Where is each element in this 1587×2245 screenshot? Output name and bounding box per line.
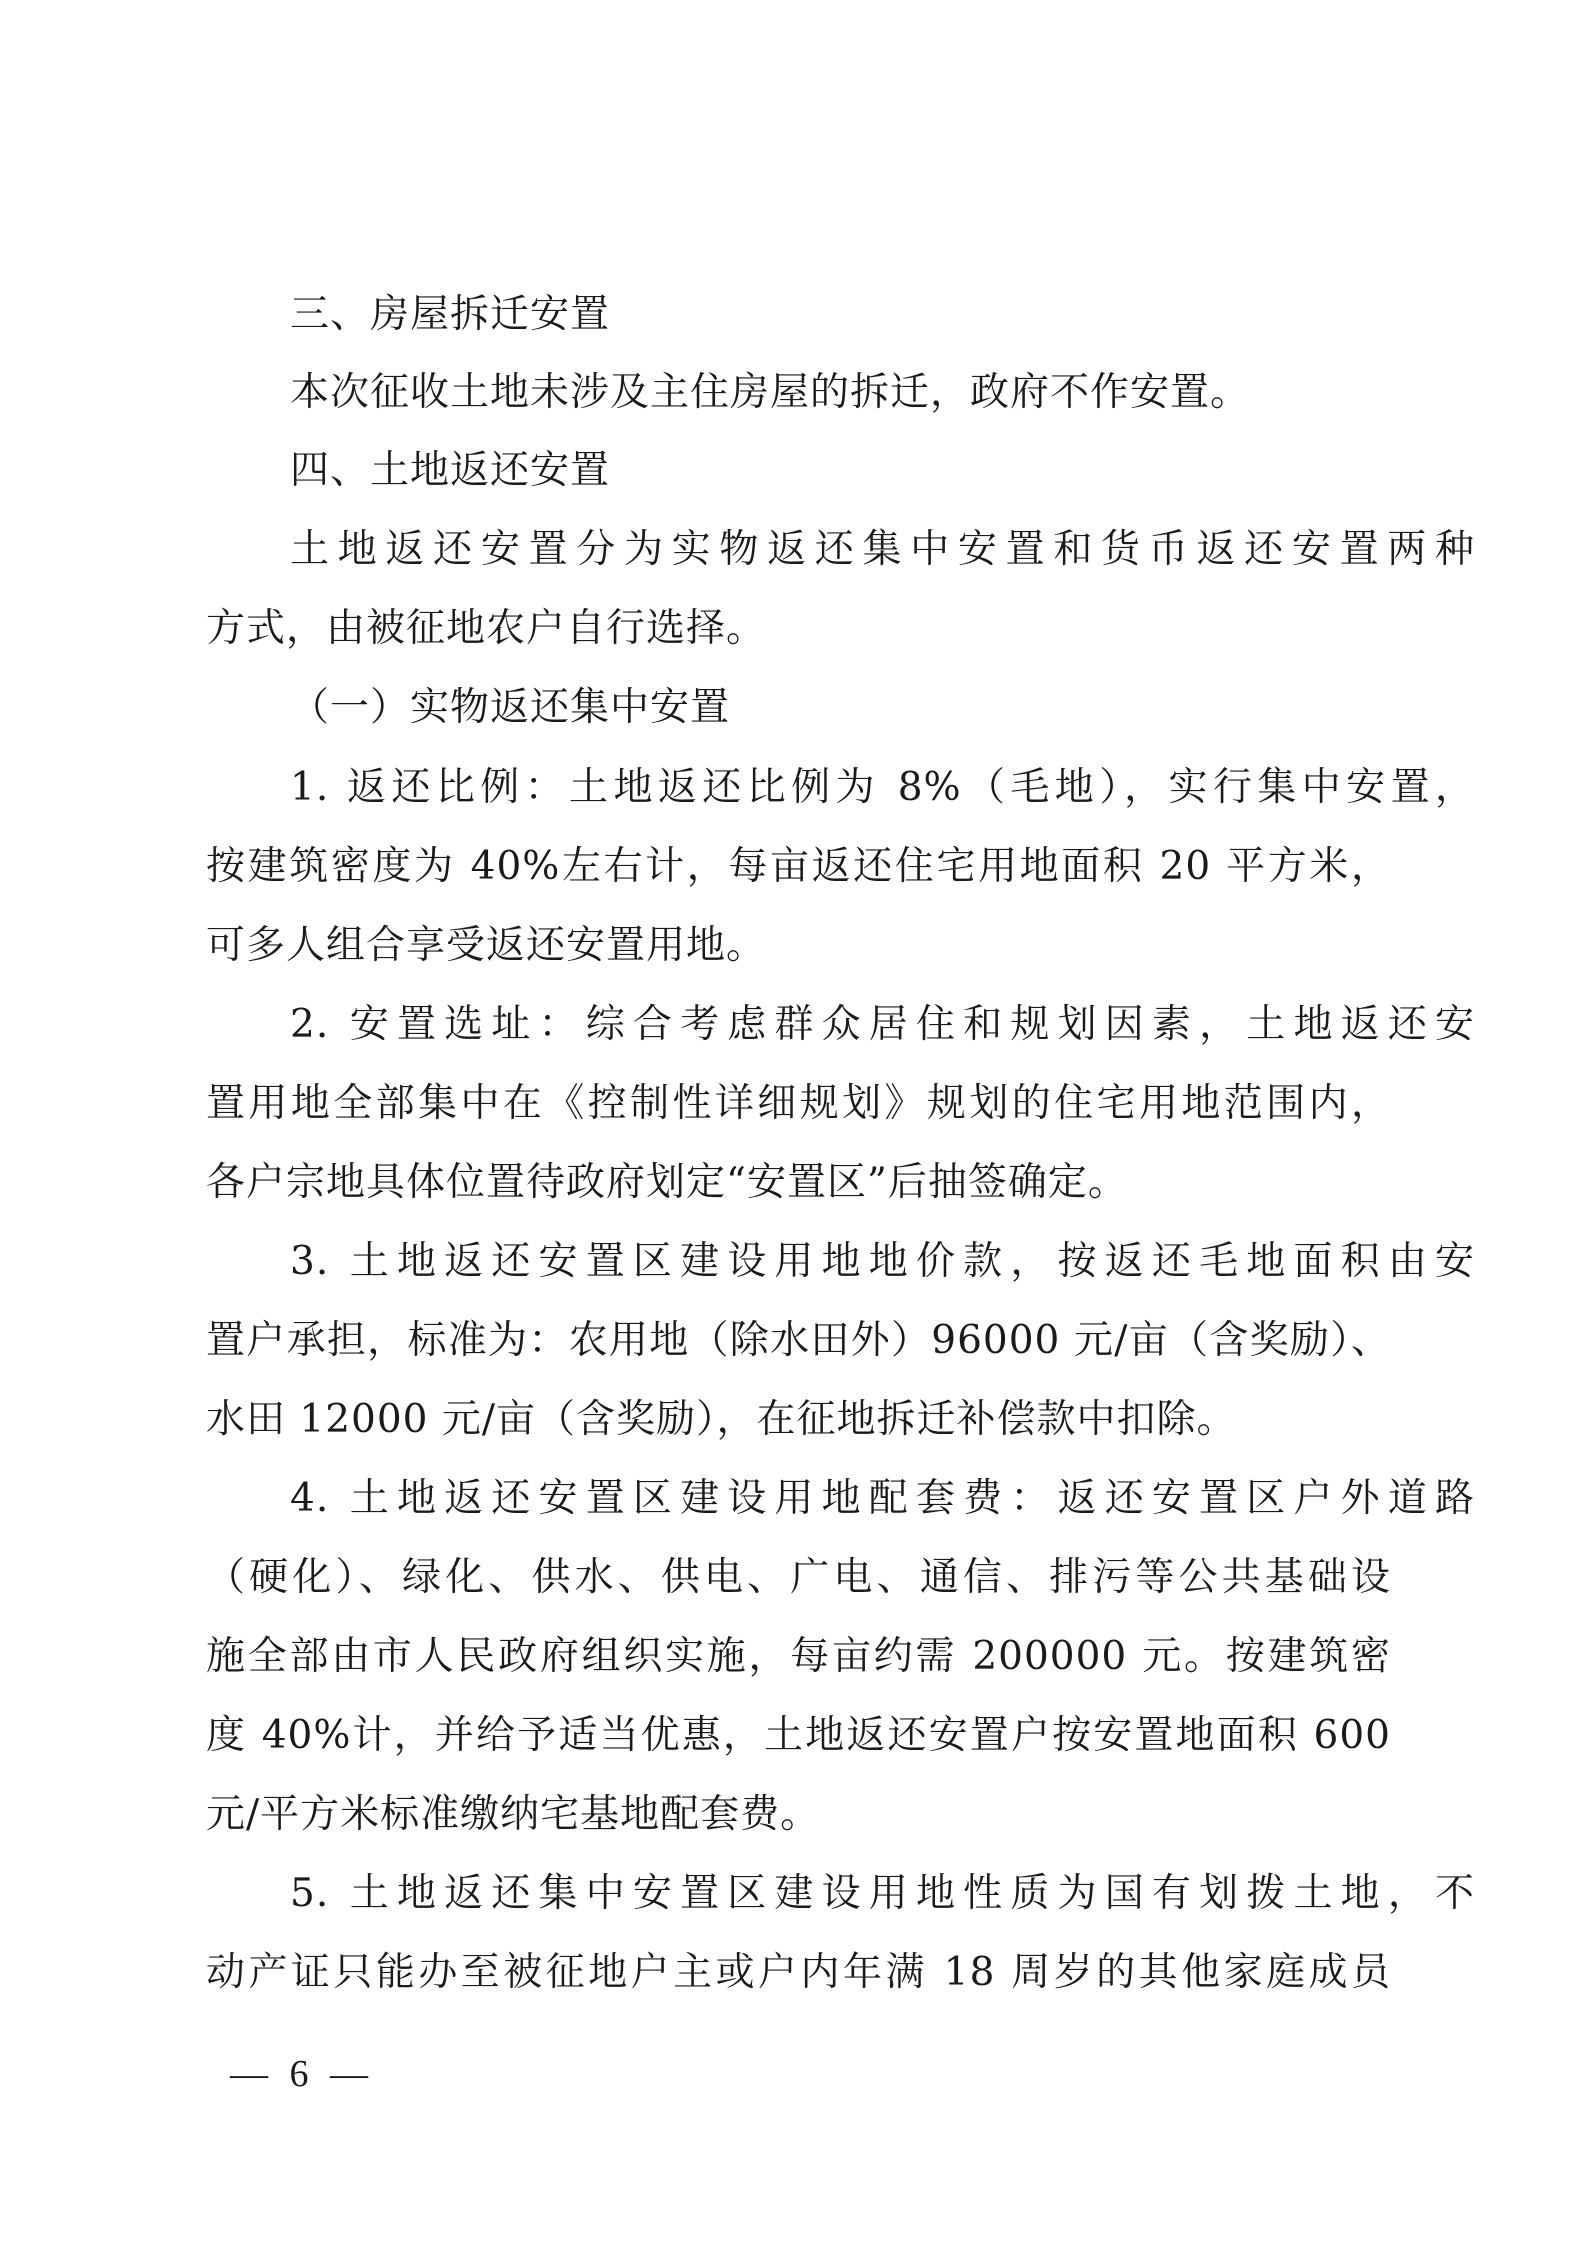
paragraph-line: 土地返还安置分为实物返还集中安置和货币返还安置两种: [290, 527, 1475, 572]
paragraph-line: 置用地全部集中在《控制性详细规划》规划的住宅用地范围内，: [206, 1081, 1391, 1126]
paragraph-line: 方式，由被征地农户自行选择。: [206, 606, 767, 651]
paragraph-line: 4. 土地返还安置区建设用地配套费：返还安置区户外道路: [290, 1476, 1475, 1521]
paragraph-line: 各户宗地具体位置待政府划定“安置区”后抽签确定。: [206, 1160, 1128, 1205]
paragraph-line: 1. 返还比例：土地返还比例为 8%（毛地），实行集中安置，: [290, 765, 1475, 810]
subsection-heading: （一）实物返还集中安置: [290, 685, 731, 730]
section-heading-land-return: 四、土地返还安置: [290, 448, 611, 493]
paragraph-line: 5. 土地返还集中安置区建设用地性质为国有划拨土地，不: [290, 1871, 1475, 1916]
paragraph-line: 2. 安置选址：综合考虑群众居住和规划因素，土地返还安: [290, 1002, 1475, 1047]
paragraph-line: 按建筑密度为 40%左右计，每亩返还住宅用地面积 20 平方米，: [206, 844, 1391, 889]
paragraph-line: 水田 12000 元/亩（含奖励），在征地拆迁补偿款中扣除。: [206, 1397, 1237, 1442]
paragraph-line: 可多人组合享受返还安置用地。: [206, 923, 767, 968]
paragraph-line: 本次征收土地未涉及主住房屋的拆迁，政府不作安置。: [290, 370, 1251, 415]
paragraph-line: 3. 土地返还安置区建设用地地价款，按返还毛地面积由安: [290, 1239, 1475, 1284]
paragraph-line: （硬化）、绿化、供水、供电、广电、通信、排污等公共基础设: [206, 1555, 1391, 1600]
page-number: — 6 —: [230, 2053, 374, 2095]
section-heading-housing: 三、房屋拆迁安置: [290, 292, 611, 337]
paragraph-line: 度 40%计，并给予适当优惠，土地返还安置户按安置地面积 600: [206, 1713, 1391, 1758]
paragraph-line: 元/平方米标准缴纳宅基地配套费。: [206, 1792, 821, 1837]
paragraph-line: 动产证只能办至被征地户主或户内年满 18 周岁的其他家庭成员: [206, 1950, 1391, 1995]
paragraph-line: 置户承担，标准为：农用地（除水田外）96000 元/亩（含奖励）、: [206, 1318, 1391, 1363]
paragraph-line: 施全部由市人民政府组织实施，每亩约需 200000 元。按建筑密: [206, 1634, 1391, 1679]
